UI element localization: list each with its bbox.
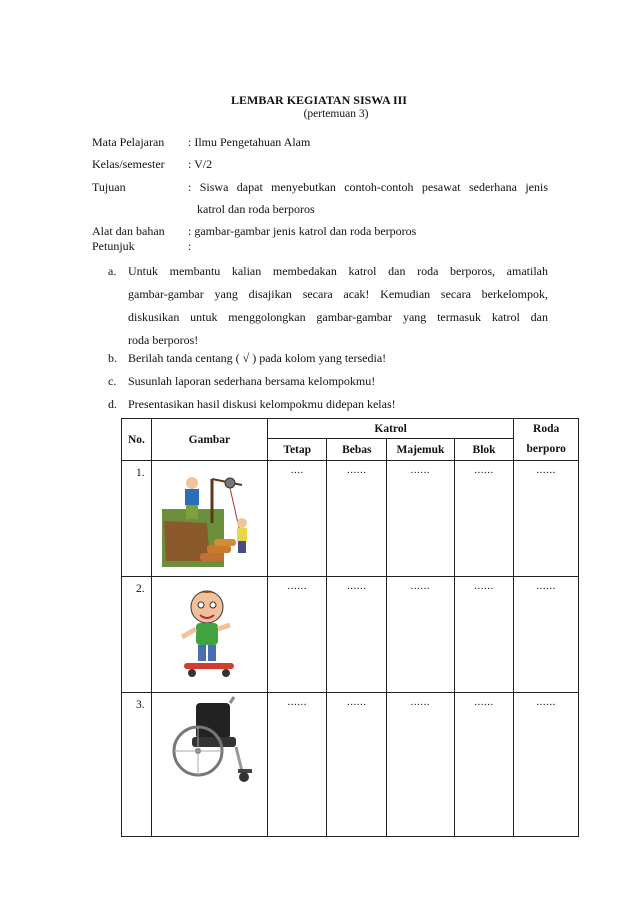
cell-bebas[interactable]: ...... — [327, 693, 387, 837]
row-number: 1. — [122, 461, 152, 577]
cell-majemuk[interactable]: ...... — [387, 577, 455, 693]
cell-blok[interactable]: ...... — [454, 461, 514, 577]
cell-bebas[interactable]: ...... — [327, 577, 387, 693]
instruction-a-marker: a. — [108, 264, 117, 278]
instruction-a — [108, 264, 548, 347]
row-image-cell — [151, 693, 267, 837]
worksheet-table — [121, 418, 579, 837]
row-image-cell — [151, 461, 267, 577]
table-row — [122, 577, 579, 693]
cell-bebas[interactable]: ...... — [327, 461, 387, 577]
table-row — [122, 693, 579, 837]
header-no: No. — [122, 419, 152, 461]
row-image-cell — [151, 577, 267, 693]
petunjuk-label: Petunjuk — [92, 239, 135, 253]
boy-on-skateboard-illustration — [152, 577, 267, 689]
instruction-b-text: Berilah tanda centang ( √ ) pada kolom yang tersedia! — [128, 351, 387, 365]
header-blok: Blok — [454, 439, 514, 461]
petunjuk-value: : — [188, 239, 192, 253]
instruction-c-marker: c. — [108, 374, 117, 388]
cell-majemuk[interactable]: ...... — [387, 461, 455, 577]
header-gambar: Gambar — [151, 419, 267, 461]
cell-roda[interactable]: ...... — [514, 577, 579, 693]
instruction-c — [108, 374, 548, 390]
tujuan-label: Tujuan — [92, 180, 126, 194]
table-row — [122, 461, 579, 577]
instruction-a-line4: roda berporos! — [128, 333, 199, 347]
row-number: 3. — [122, 693, 152, 837]
wheelchair-photo — [152, 693, 267, 788]
kelas-value: : V/2 — [188, 157, 213, 171]
mapel-value: : Ilmu Pengetahuan Alam — [188, 135, 311, 149]
cell-roda[interactable]: ...... — [514, 461, 579, 577]
cell-blok[interactable]: ...... — [454, 577, 514, 693]
header-katrol: Katrol — [267, 419, 513, 439]
row-number: 2. — [122, 577, 152, 693]
instruction-d — [108, 397, 548, 413]
cell-roda[interactable]: ...... — [514, 693, 579, 837]
instruction-a-line2: gambar-gambar yang disajikan secara acak! Kemudian secara berkelompok, — [128, 287, 548, 301]
instruction-d-text: Presentasikan hasil diskusi kelompokmu didepan kelas! — [128, 397, 396, 411]
header-bebas: Bebas — [327, 439, 387, 461]
instruction-c-text: Susunlah laporan sederhana bersama kelompokmu! — [128, 374, 376, 388]
instruction-d-marker: d. — [108, 397, 117, 411]
instruction-a-line1: Untuk membantu kalian membedakan katrol dan roda berporos, amatilah — [128, 264, 548, 278]
alat-value: : gambar-gambar jenis katrol dan roda berporos — [188, 224, 417, 238]
tujuan-value-line2: katrol dan roda berporos — [197, 202, 315, 216]
cell-tetap[interactable]: .... — [267, 461, 327, 577]
pulley-lifting-illustration — [152, 461, 267, 573]
page-title: LEMBAR KEGIATAN SISWA III — [231, 93, 407, 107]
instruction-b-marker: b. — [108, 351, 117, 365]
mapel-label: Mata Pelajaran — [92, 135, 165, 149]
tujuan-value-line1: : Siswa dapat menyebutkan contoh-contoh pesawat sederhana jenis — [188, 180, 548, 194]
instruction-b — [108, 351, 548, 367]
kelas-label: Kelas/semester — [92, 157, 165, 171]
cell-blok[interactable]: ...... — [454, 693, 514, 837]
page-subtitle: (pertemuan 3) — [303, 108, 369, 120]
cell-majemuk[interactable]: ...... — [387, 693, 455, 837]
header-roda-line2: berporo — [514, 439, 579, 461]
instruction-a-line3: diskusikan untuk menggolongkan gambar-gambar yang termasuk katrol dan — [128, 310, 548, 324]
cell-tetap[interactable]: ...... — [267, 577, 327, 693]
header-roda-line1: Roda — [514, 419, 579, 439]
alat-label: Alat dan bahan — [92, 224, 165, 238]
cell-tetap[interactable]: ...... — [267, 693, 327, 837]
header-majemuk: Majemuk — [387, 439, 455, 461]
header-tetap: Tetap — [267, 439, 327, 461]
